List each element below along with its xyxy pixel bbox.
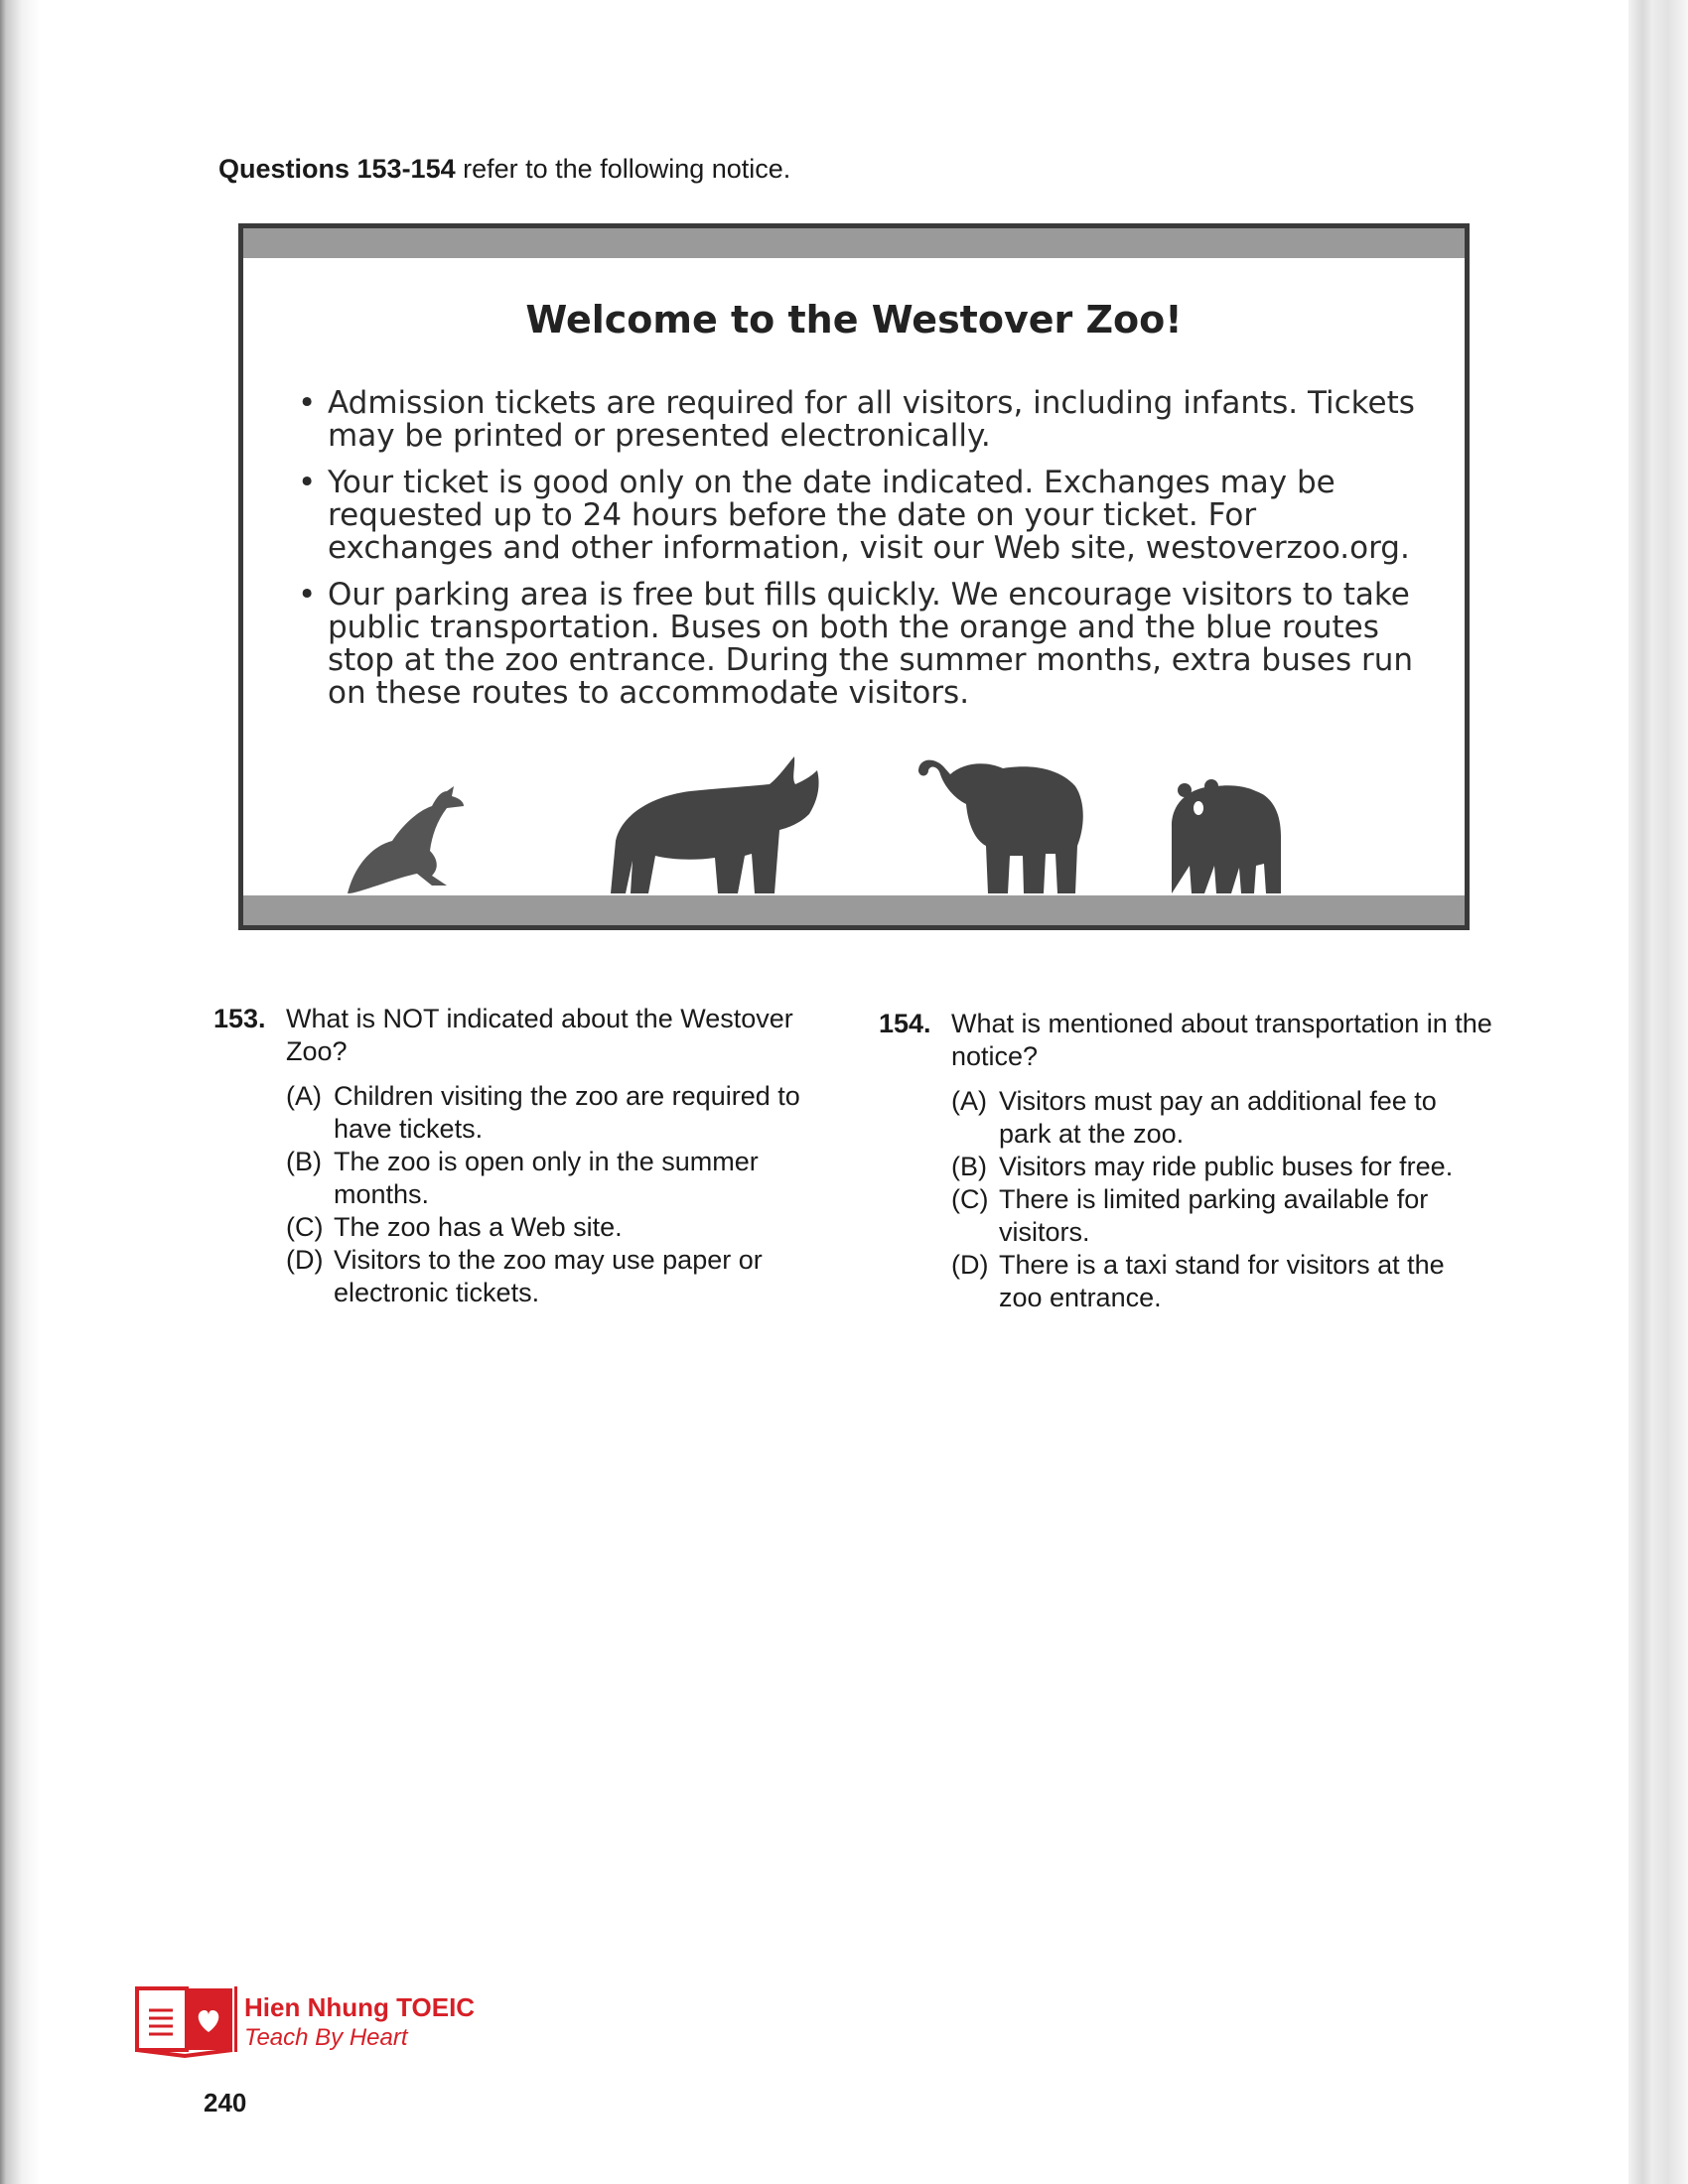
option-letter: (A) xyxy=(286,1081,322,1111)
notice-bottom-band xyxy=(243,895,1465,925)
kangaroo-icon xyxy=(348,786,464,893)
scan-right-edge xyxy=(1628,0,1688,2184)
answer-option-d[interactable] xyxy=(286,1244,829,1309)
notice-bullet: • Your ticket is good only on the date indicated. Exchanges may be requested up to 24 hours before the date on your ticket. For exchanges and other information, visit our Web site, westoverzoo.org. xyxy=(298,467,1430,565)
option-letter: (C) xyxy=(286,1212,324,1242)
book-heart-icon xyxy=(135,1980,234,2060)
animal-silhouettes xyxy=(243,747,1465,895)
answer-option-d[interactable] xyxy=(951,1249,1494,1314)
notice-title: Welcome to the Westover Zoo! xyxy=(525,298,1183,341)
questions-intro-text: refer to the following notice. xyxy=(455,154,791,184)
option-letter: (B) xyxy=(286,1147,322,1176)
option-text: Visitors to the zoo may use paper or electronic tickets. xyxy=(334,1245,763,1307)
option-text: There is limited parking available for visitors. xyxy=(999,1184,1429,1247)
option-text: Visitors must pay an additional fee to park at the zoo. xyxy=(999,1086,1437,1149)
scan-left-shadow xyxy=(0,0,40,2184)
answer-option-c[interactable] xyxy=(951,1183,1494,1249)
question-number: 153. xyxy=(213,1004,266,1033)
option-text: Children visiting the zoo are required to have tickets. xyxy=(334,1081,800,1144)
question-number: 154. xyxy=(879,1009,931,1038)
option-text: The zoo has a Web site. xyxy=(334,1212,623,1242)
logo-divider xyxy=(234,1986,237,2052)
question-153 xyxy=(213,1003,829,1309)
question-text: What is mentioned about transportation in the notice? xyxy=(951,1009,1492,1071)
option-text: There is a taxi stand for visitors at the zoo entrance. xyxy=(999,1250,1445,1312)
answer-options xyxy=(286,1080,829,1309)
question-154 xyxy=(879,1008,1494,1314)
notice-bullets xyxy=(298,387,1430,724)
logo-tagline: Teach By Heart xyxy=(244,2024,408,2051)
option-letter: (A) xyxy=(951,1086,987,1116)
bear-icon xyxy=(1172,779,1281,893)
option-letter: (D) xyxy=(951,1250,989,1280)
notice-top-band xyxy=(243,228,1465,258)
questions-intro xyxy=(218,154,790,185)
option-letter: (D) xyxy=(286,1245,324,1275)
answer-option-c[interactable] xyxy=(286,1211,829,1244)
answer-option-b[interactable] xyxy=(286,1146,829,1211)
option-text: The zoo is open only in the summer months. xyxy=(334,1147,759,1209)
elephant-icon xyxy=(918,760,1083,893)
rhino-icon xyxy=(611,756,819,893)
answer-option-b[interactable] xyxy=(951,1151,1494,1183)
publisher-logo xyxy=(135,1980,512,2060)
zoo-notice xyxy=(238,223,1470,930)
notice-bullet: • Our parking area is free but fills quickly. We encourage visitors to take public transportation. Buses on both the orange and the blue routes stop at the zoo entrance. During the summer months, extra buses run on these routes to accommodate visitors. xyxy=(298,579,1430,710)
question-text: What is NOT indicated about the Westover Zoo? xyxy=(286,1004,793,1066)
page-number: 240 xyxy=(204,2088,247,2117)
option-letter: (C) xyxy=(951,1184,989,1214)
answer-option-a[interactable] xyxy=(286,1080,829,1146)
option-letter: (B) xyxy=(951,1152,987,1181)
logo-brand: Hien Nhung TOEIC xyxy=(244,1992,476,2022)
option-text: Visitors may ride public buses for free. xyxy=(999,1152,1454,1181)
notice-bullet: • Admission tickets are required for all visitors, including infants. Tickets may be printed or presented electronically. xyxy=(298,387,1430,453)
questions-range: Questions 153-154 xyxy=(218,154,456,184)
answer-options xyxy=(951,1085,1494,1314)
answer-option-a[interactable] xyxy=(951,1085,1494,1151)
